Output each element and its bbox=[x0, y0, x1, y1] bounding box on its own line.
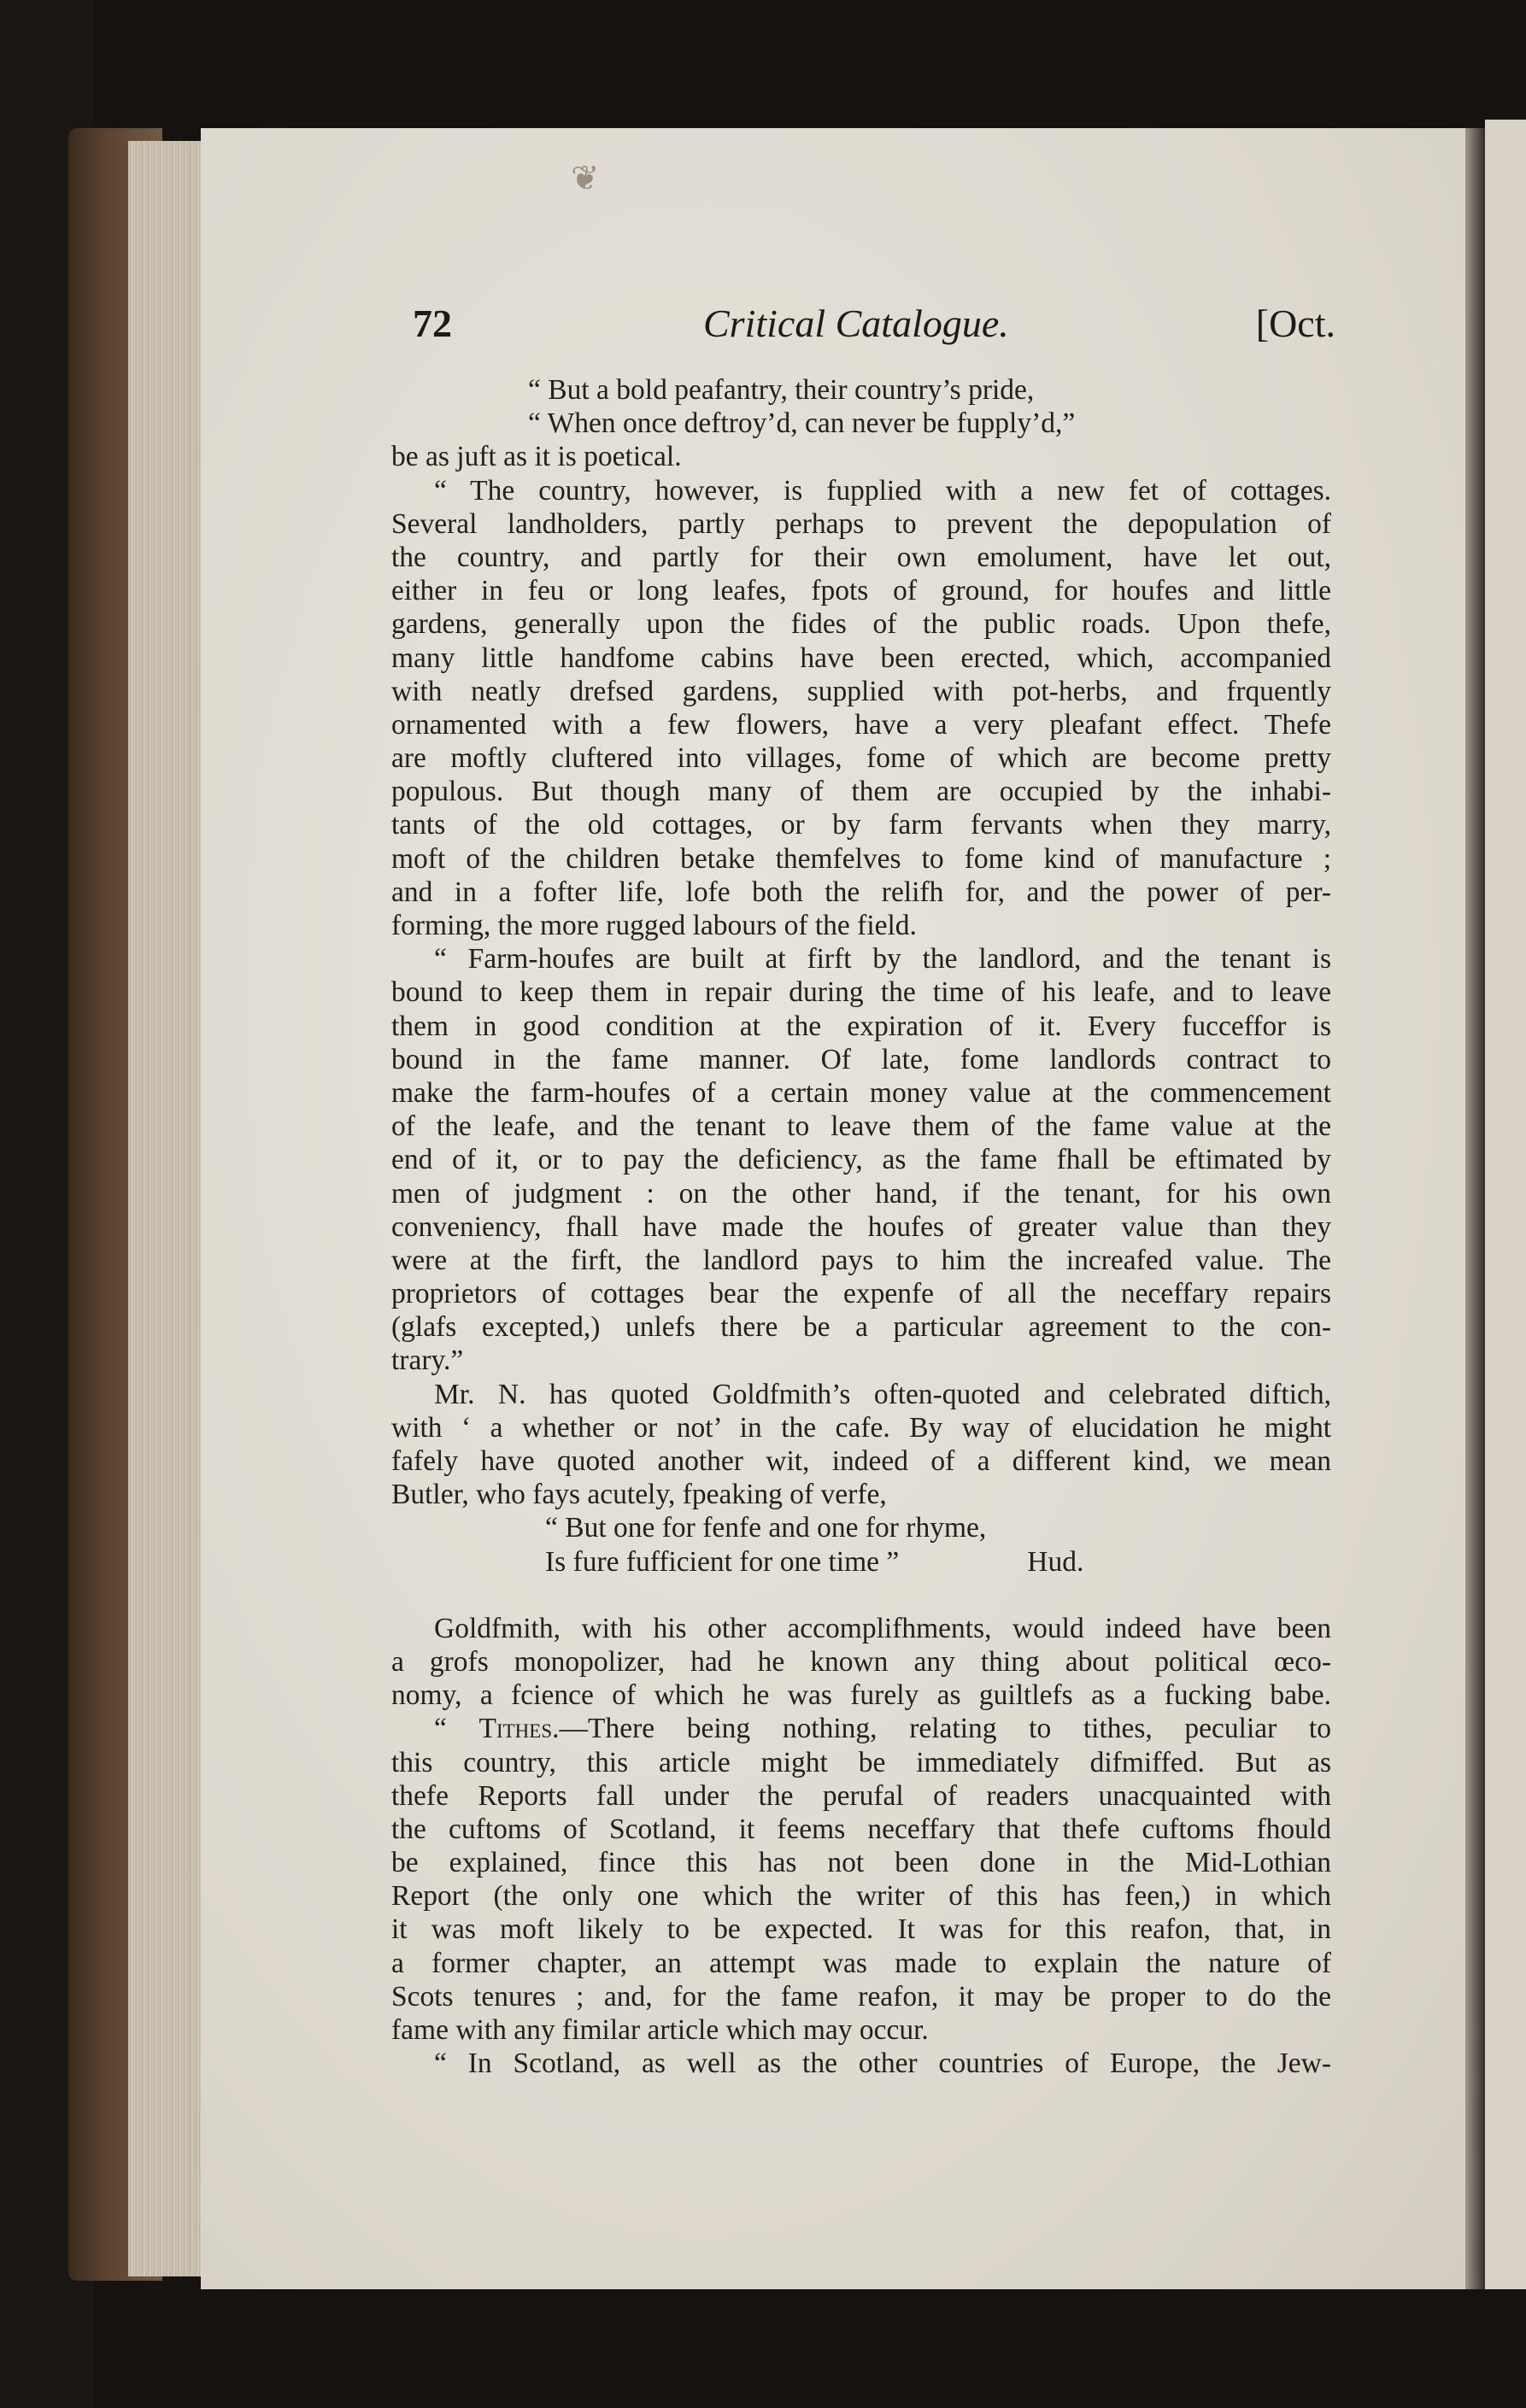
text-line: Report (the only one which the writer of this has feen,) in which bbox=[391, 1880, 1331, 1913]
paragraph-gap bbox=[391, 1579, 1331, 1612]
text-line: a former chapter, an attempt was made to explain the nature of bbox=[391, 1947, 1331, 1979]
text-line: with ‘ a whether or not’ in the cafe. By way of elucidation he might bbox=[391, 1411, 1331, 1444]
text-line: trary.” bbox=[391, 1345, 464, 1377]
text-line: end of it, or to pay the deficiency, as the fame fhall be eftimated by bbox=[391, 1144, 1331, 1176]
text-line: either in feu or long leafes, fpots of ground, for houfes and little bbox=[391, 575, 1331, 607]
text-line: them in good condition at the expiration of it. Every fucceffor is bbox=[391, 1010, 1331, 1042]
text-line bbox=[391, 1712, 1331, 1745]
text-line: it was moft likely to be expected. It was for this reafon, that, in bbox=[391, 1913, 1331, 1946]
tithes-heading: Tithes bbox=[478, 1713, 553, 1745]
text-line: make the farm-houfes of a certain money value at the commencement bbox=[391, 1076, 1331, 1109]
text-line: fafely have quoted another wit, indeed of a different kind, we mean bbox=[391, 1445, 1331, 1477]
text-line: “ In Scotland, as well as the other countries of Europe, the Jew- bbox=[434, 2048, 1331, 2080]
text-line: be explained, fince this has not been done in the Mid-Lothian bbox=[391, 1847, 1331, 1879]
text-line: are moftly cluftered into villages, fome of which are become pretty bbox=[391, 742, 1331, 775]
text-line: bound to keep them in repair during the time of his leafe, and to leave bbox=[391, 976, 1331, 1009]
text-line: a grofs monopolizer, had he known any thing about political œco- bbox=[391, 1645, 1331, 1678]
text-line: populous. But though many of them are occupied by the inhabi- bbox=[391, 776, 1331, 808]
text-line: conveniency, fhall have made the houfes of greater value than they bbox=[391, 1210, 1331, 1243]
running-title: Critical Catalogue. bbox=[703, 302, 1009, 345]
page-stack-edges bbox=[128, 141, 205, 2276]
text-line: of the leafe, and the tenant to leave them of the fame value at the bbox=[391, 1110, 1331, 1143]
text-line: Several landholders, partly perhaps to prevent the depopulation of bbox=[391, 507, 1331, 540]
text-line: with neatly drefsed gardens, supplied with pot-herbs, and frquently bbox=[391, 675, 1331, 707]
text-line: tants of the old cottages, or by farm fervants when they marry, bbox=[391, 809, 1331, 841]
verse-line: “ But one for fenfe and one for rhyme, bbox=[545, 1512, 987, 1544]
text-line: the country, and partly for their own emolument, have let out, bbox=[391, 541, 1331, 573]
verse-line bbox=[391, 1545, 1331, 1579]
verse-attribution: Hud. bbox=[1027, 1545, 1084, 1578]
text-line: this country, this article might be immediately difmiffed. But as bbox=[391, 1746, 1331, 1778]
text-line: Butler, who fays acutely, fpeaking of verfe, bbox=[391, 1479, 887, 1511]
book-gutter bbox=[1465, 128, 1487, 2289]
text-line: nomy, a fcience of which he was furely as guiltlefs as a fucking babe. bbox=[391, 1679, 1331, 1712]
text-line: thefe Reports fall under the perufal of readers unacquainted with bbox=[391, 1779, 1331, 1812]
text-line: gardens, generally upon the fides of the public roads. Upon thefe, bbox=[391, 608, 1331, 641]
text-line: Goldfmith, with his other accomplifhments, would indeed have been bbox=[434, 1612, 1331, 1644]
text-line: (glafs excepted,) unlefs there be a particular agreement to the con- bbox=[391, 1311, 1331, 1344]
text-line: bound in the fame manner. Of late, fome landlords contract to bbox=[391, 1043, 1331, 1075]
decorative-ornament: ❦ bbox=[571, 159, 600, 197]
header-month: [Oct. bbox=[1255, 302, 1335, 345]
page-header bbox=[413, 301, 1335, 352]
verse-line: “ When once deftroy’d, can never be fupply’d,” bbox=[528, 407, 1076, 440]
text-line: Mr. N. has quoted Goldfmith’s often-quoted and celebrated diftich, bbox=[434, 1378, 1331, 1410]
verse-text: Is fure fufficient for one time ” bbox=[545, 1545, 900, 1578]
text-line: the cuftoms of Scotland, it feems neceffary that thefe cuftoms fhould bbox=[391, 1813, 1331, 1845]
text-line: ornamented with a few flowers, have a very pleafant effect. Thefe bbox=[391, 708, 1331, 741]
text-line: “ Farm-houfes are built at firft by the landlord, and the tenant is bbox=[434, 943, 1331, 976]
quote-mark: “ bbox=[434, 1713, 479, 1745]
text-line: “ The country, however, is fupplied with a new fet of cottages. bbox=[434, 474, 1331, 507]
facing-page-edge bbox=[1485, 120, 1526, 2289]
verse-line: “ But a bold peafantry, their country’s pride, bbox=[528, 374, 1035, 406]
page-number: 72 bbox=[413, 302, 452, 345]
text-line: proprietors of cottages bear the expenfe of all the neceffary repairs bbox=[391, 1278, 1331, 1310]
body-text bbox=[391, 373, 1331, 2080]
text-line: Scots tenures ; and, for the fame reafon, it may be proper to do the bbox=[391, 1980, 1331, 2013]
text-line: forming, the more rugged labours of the field. bbox=[391, 910, 917, 941]
text-line: and in a fofter life, lofe both the relifh for, and the power of per- bbox=[391, 876, 1331, 908]
text-line: fame with any fimilar article which may occur. bbox=[391, 2014, 929, 2046]
text-run: .—There being nothing, relating to tithes, peculiar to bbox=[552, 1713, 1331, 1745]
text-line: be as juft as it is poetical. bbox=[391, 441, 682, 473]
text-line: were at the firft, the landlord pays to him the increafed value. The bbox=[391, 1244, 1331, 1276]
text-line: moft of the children betake themfelves to fome kind of manufacture ; bbox=[391, 842, 1331, 875]
text-line: many little handfome cabins have been erected, which, accompanied bbox=[391, 642, 1331, 674]
text-line: men of judgment : on the other hand, if the tenant, for his own bbox=[391, 1177, 1331, 1210]
